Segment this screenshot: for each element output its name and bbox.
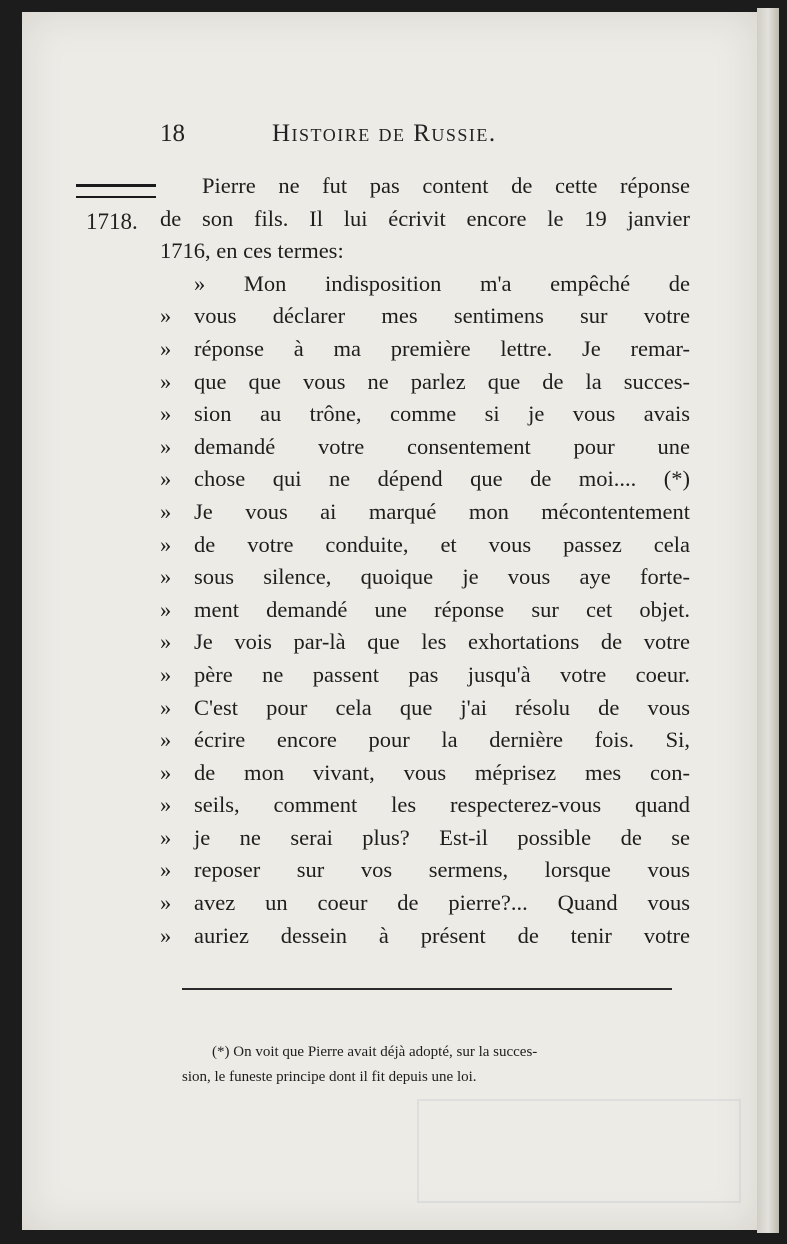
text-line	[160, 300, 690, 333]
line-text: écrire encore pour la dernière fois. Si,	[194, 727, 690, 753]
quote-mark: »	[160, 531, 172, 557]
quote-mark: »	[160, 564, 172, 590]
text-line	[160, 594, 690, 627]
text-line	[160, 235, 690, 268]
quote-mark: »	[160, 335, 172, 361]
line-text: seils, comment les respecterez-vous quand	[194, 792, 690, 818]
margin-year: 1718.	[86, 209, 138, 234]
quote-mark: »	[160, 629, 172, 655]
quote-mark: »	[160, 922, 172, 948]
book-page	[22, 12, 757, 1230]
line-text: vous déclarer mes sentimens sur votre	[194, 303, 690, 329]
quote-mark: »	[160, 727, 172, 753]
line-text: auriez dessein à présent de tenir votre	[194, 922, 690, 948]
quote-mark: »	[160, 401, 172, 427]
line-text: je ne serai plus? Est-il possible de se	[194, 824, 690, 850]
quote-mark: »	[160, 368, 172, 394]
line-text: Je vois par-là que les exhortations de votre	[194, 629, 690, 655]
line-text: demandé votre consentement pour une	[194, 433, 690, 459]
footnote	[182, 1040, 682, 1090]
body-text	[160, 170, 690, 952]
line-text: ment demandé une réponse sur cet objet.	[194, 596, 690, 622]
line-text: Je vous ai marqué mon mécontentement	[194, 498, 690, 524]
line-text: que que vous ne parlez que de la succes-	[194, 368, 690, 394]
line-text: de votre conduite, et vous passez cela	[194, 531, 690, 557]
margin-rule-mark	[76, 184, 156, 198]
text-line	[160, 887, 690, 920]
text-line	[160, 431, 690, 464]
text-line	[160, 822, 690, 855]
running-title: Histoire de Russie.	[272, 120, 497, 147]
line-text: chose qui ne dépend que de moi.... (*)	[194, 466, 690, 492]
quote-mark: »	[160, 661, 172, 687]
line-text: » Mon indisposition m'a empêché de	[194, 270, 690, 296]
text-line	[160, 561, 690, 594]
text-line	[160, 854, 690, 887]
text-line	[160, 757, 690, 790]
page-edge	[757, 8, 779, 1233]
quote-mark: »	[160, 857, 172, 883]
library-stamp	[417, 1099, 741, 1203]
line-text: reposer sur vos sermens, lorsque vous	[194, 857, 690, 883]
line-text: avez un coeur de pierre?... Quand vous	[194, 890, 690, 916]
footnote-divider	[182, 988, 672, 990]
text-line	[160, 529, 690, 562]
text-line	[160, 170, 690, 203]
text-line	[160, 789, 690, 822]
quote-mark: »	[160, 792, 172, 818]
line-text: sion au trône, comme si je vous avais	[194, 401, 690, 427]
quote-mark: »	[160, 824, 172, 850]
quote-mark: »	[160, 466, 172, 492]
text-line	[160, 366, 690, 399]
footnote-line: (*) On voit que Pierre avait déjà adopté, sur la succes-	[212, 1044, 538, 1060]
text-line	[160, 724, 690, 757]
quote-mark: »	[160, 498, 172, 524]
text-line	[160, 268, 690, 301]
text-line	[160, 333, 690, 366]
quote-mark: »	[160, 303, 172, 329]
quote-mark: »	[160, 596, 172, 622]
line-text: de mon vivant, vous méprisez mes con-	[194, 759, 690, 785]
line-text: de son fils. Il lui écrivit encore le 19 janvier	[160, 205, 690, 231]
text-line	[160, 398, 690, 431]
text-line	[160, 920, 690, 953]
line-text: 1716, en ces termes:	[160, 238, 344, 264]
text-line	[160, 692, 690, 725]
page-number: 18	[160, 120, 185, 147]
text-line	[160, 496, 690, 529]
text-line	[160, 463, 690, 496]
text-line	[160, 659, 690, 692]
line-text: C'est pour cela que j'ai résolu de vous	[194, 694, 690, 720]
text-line	[160, 626, 690, 659]
footnote-line: sion, le funeste principe dont il fit depuis une loi.	[182, 1069, 477, 1085]
quote-mark: »	[160, 890, 172, 916]
quote-mark: »	[160, 694, 172, 720]
quote-mark: »	[160, 759, 172, 785]
quote-mark: »	[160, 433, 172, 459]
line-text: père ne passent pas jusqu'à votre coeur.	[194, 661, 690, 687]
page-header	[22, 120, 757, 150]
line-text: Pierre ne fut pas content de cette réponse	[202, 173, 690, 198]
text-line	[160, 203, 690, 236]
line-text: réponse à ma première lettre. Je remar-	[194, 335, 690, 361]
line-text: sous silence, quoique je vous aye forte-	[194, 564, 690, 590]
